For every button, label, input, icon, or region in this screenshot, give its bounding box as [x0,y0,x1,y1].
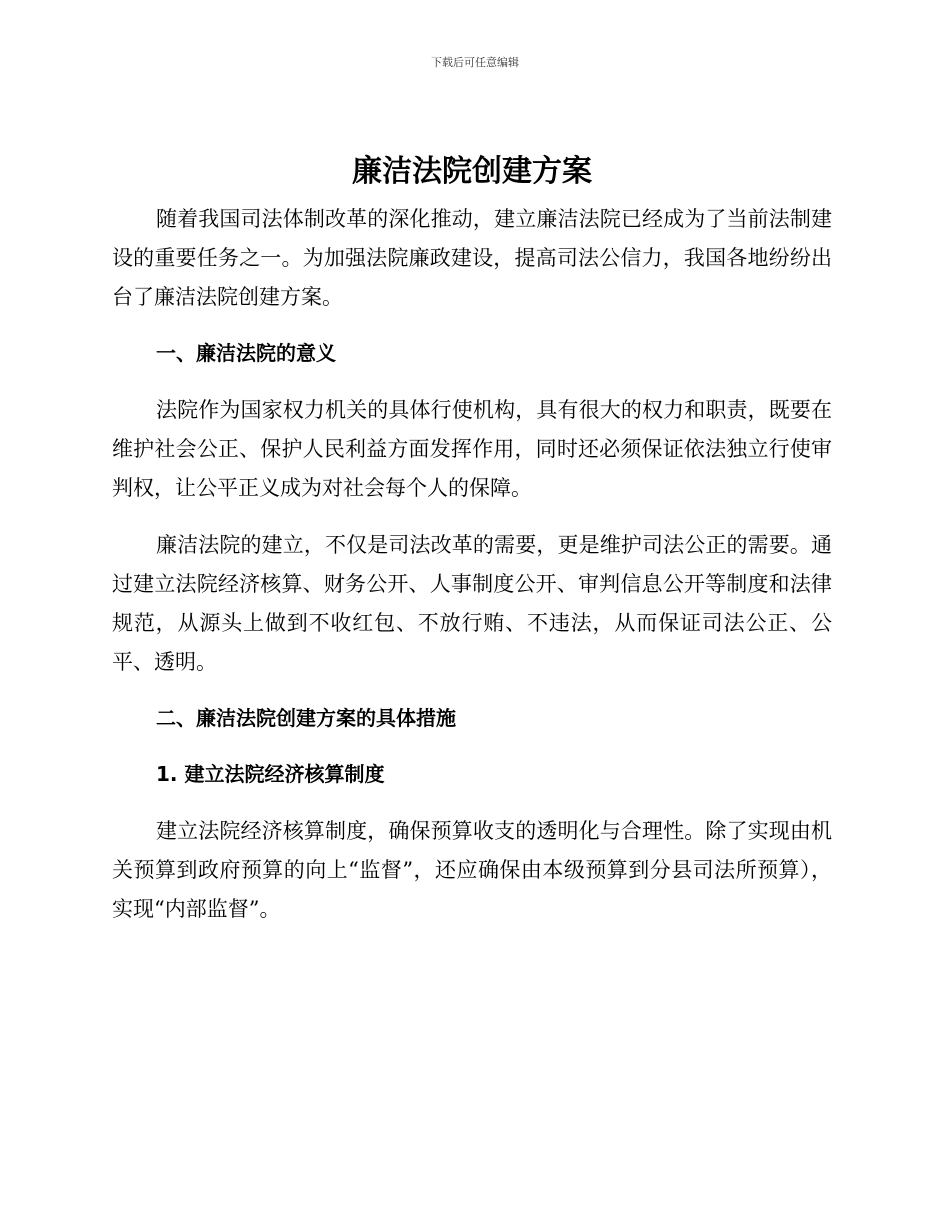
document-title: 廉洁法院创建方案 [352,154,592,189]
intro-paragraph: 随着我国司法体制改革的深化推动，建立廉洁法院已经成为了当前法制建设的重要任务之一。为加强法院廉政建设，提高司法公信力，我国各地纷纷出台了廉洁法院创建方案。 [112,207,832,309]
section-heading-measures: 二、廉洁法院创建方案的具体措施 [156,706,456,730]
header-note: 下载后可任意编辑 [431,56,519,69]
section-heading-significance: 一、廉洁法院的意义 [156,341,336,365]
spacer [112,317,832,335]
spacer [112,371,832,391]
spacer [112,792,832,812]
significance-paragraph-1: 法院作为国家权力机关的具体行使机构，具有很大的权力和职责，既要在维护社会公正、保护人民利益方面发挥作用，同时还必须保证依法独立行使审判权，让公平正义成为对社会每个人的保障。 [112,398,832,500]
subsection-heading-accounting: 1. 建立法院经济核算制度 [156,762,385,786]
spacer [112,736,832,756]
spacer [112,508,832,526]
document-body [112,150,832,929]
spacer [112,682,832,700]
significance-paragraph-2: 廉洁法院的建立，不仅是司法改革的需要，更是维护司法公正的需要。通过建立法院经济核算、财务公开、人事制度公开、审判信息公开等制度和法律规范，从源头上做到不收红包、不放行贿、不违法，从而保证司法公正、公平、透明。 [112,533,832,674]
accounting-paragraph: 建立法院经济核算制度，确保预算收支的透明化与合理性。除了实现由机关预算到政府预算的向上“监督”，还应确保由本级预算到分县司法所预算），实现“内部监督”。 [112,819,832,921]
